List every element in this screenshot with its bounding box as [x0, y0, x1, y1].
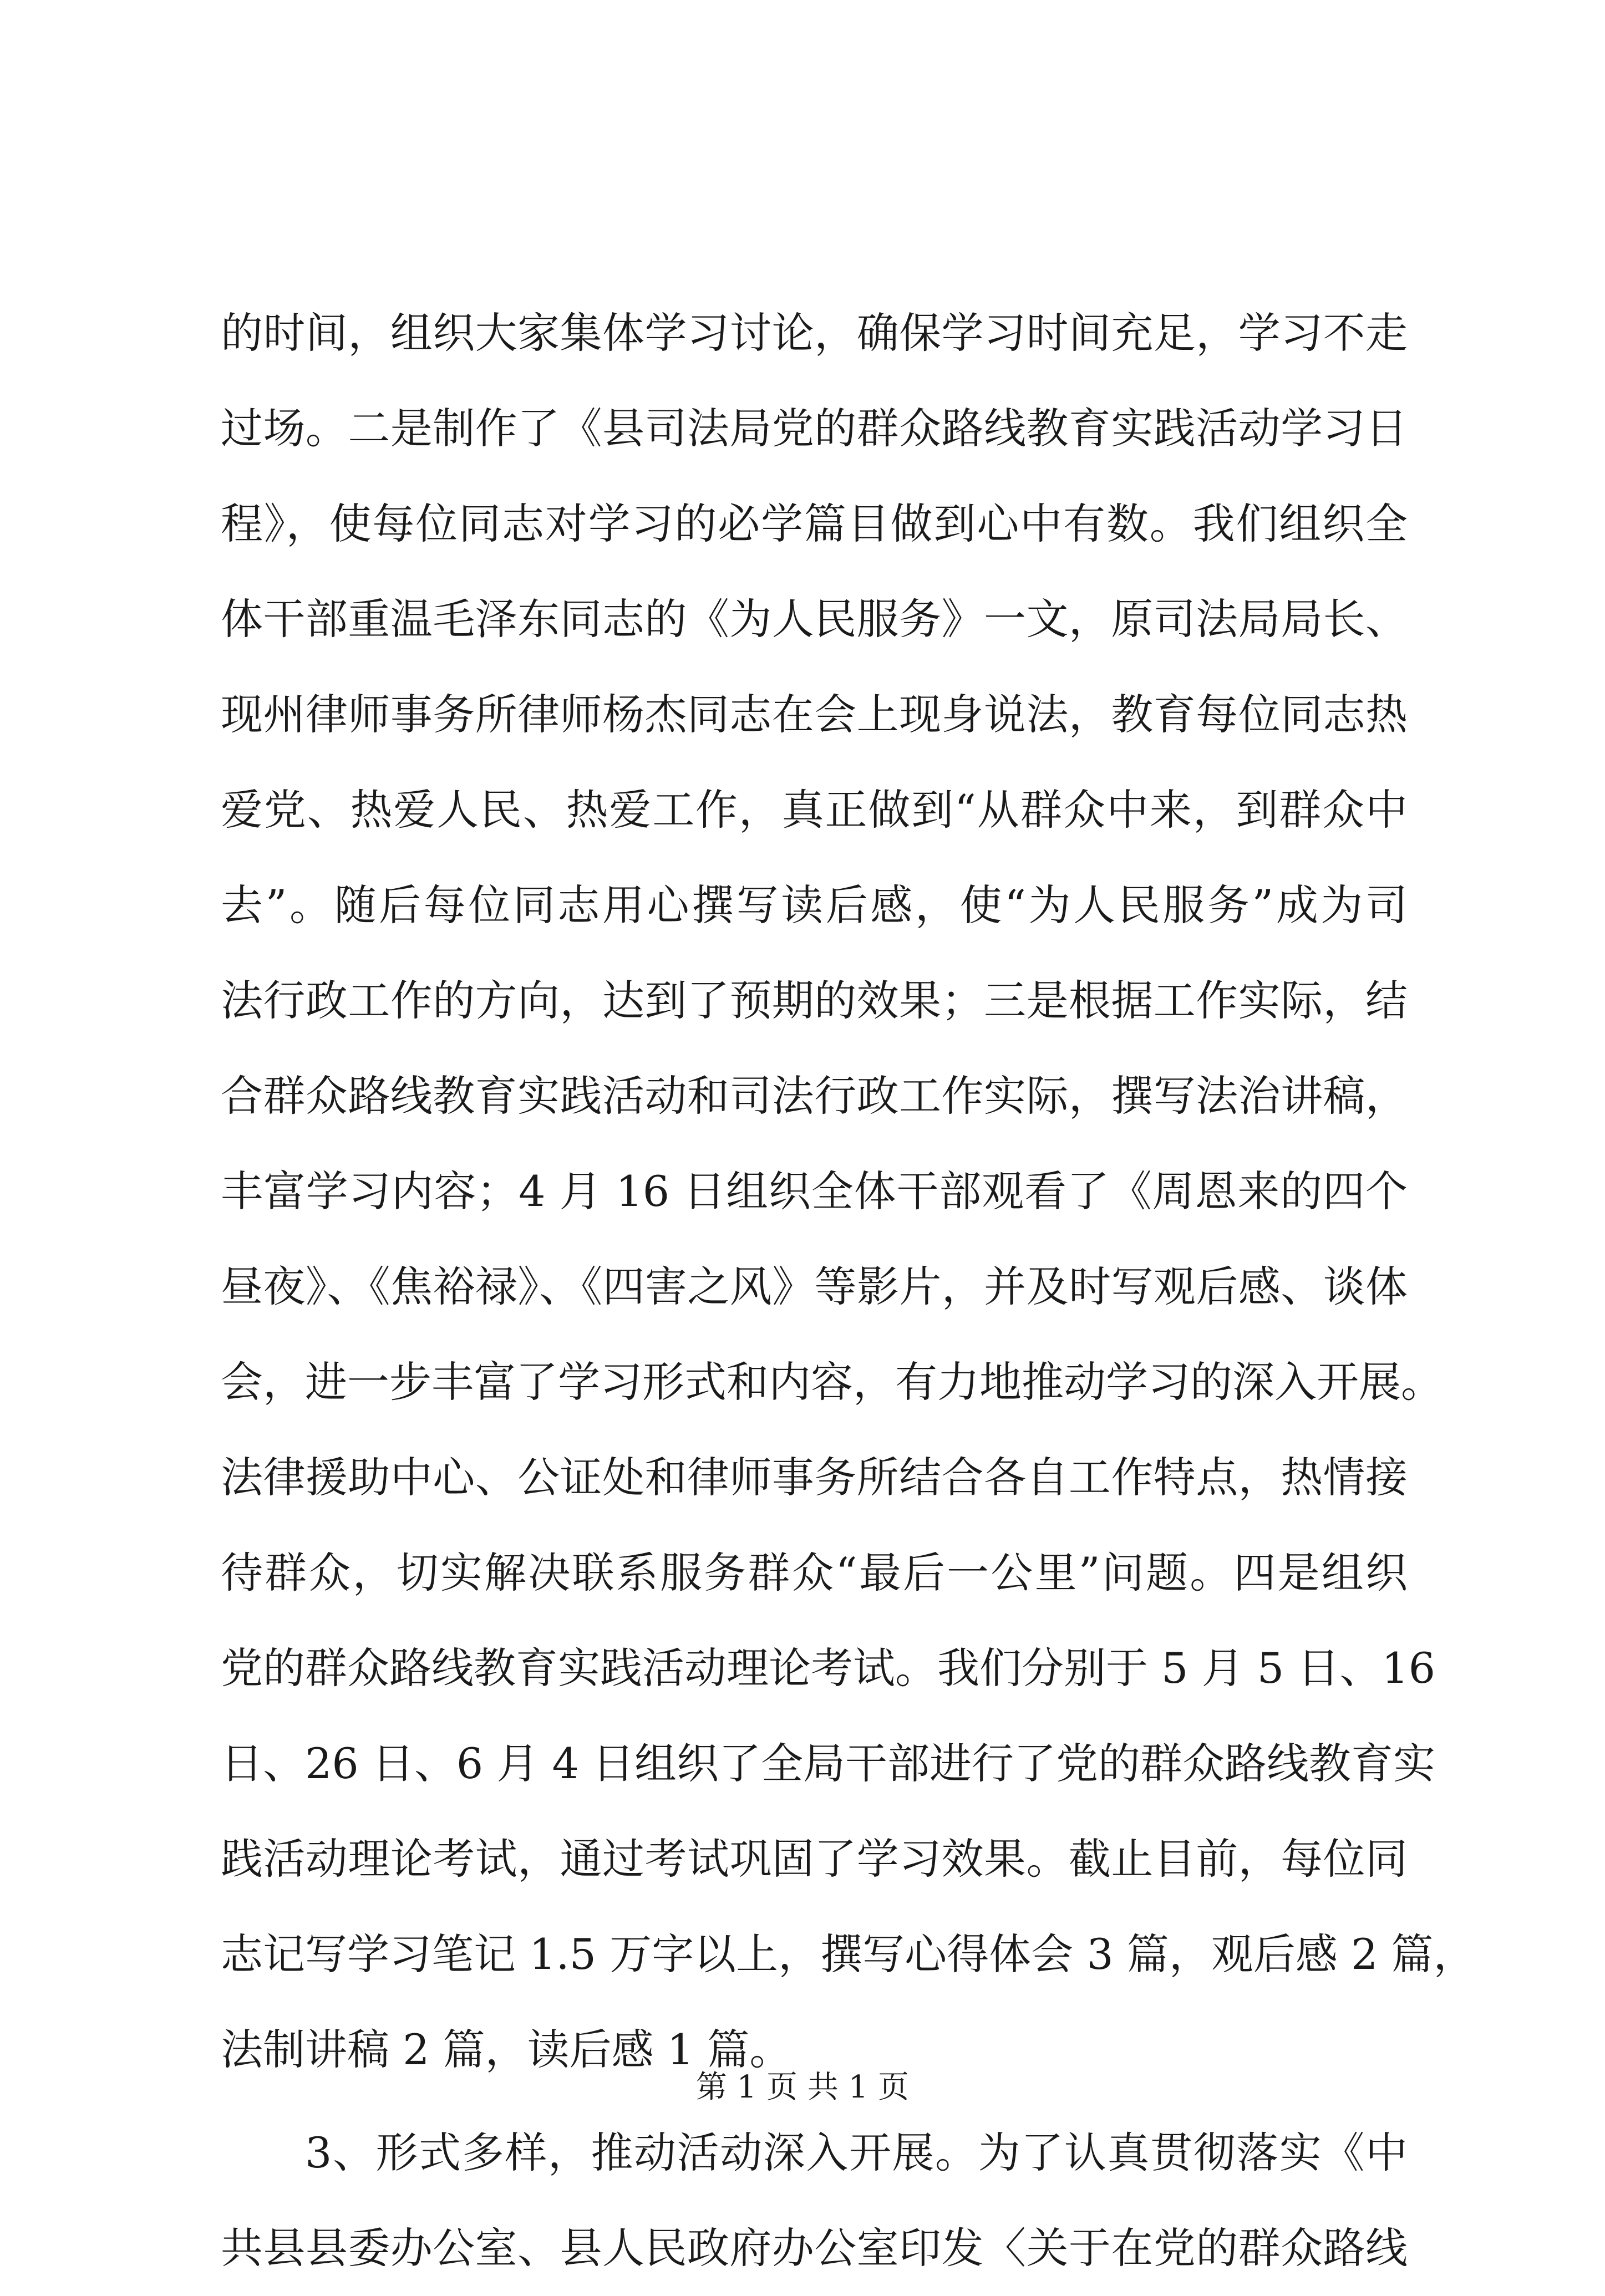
text-line: 践活动理论考试，通过考试巩固了学习效果。截止目前，每位同 — [221, 1834, 1408, 1883]
page-footer — [0, 2065, 1605, 2110]
text-line: 会，进一步丰富了学习形式和内容，有力地推动学习的深入开展。 — [221, 1357, 1443, 1407]
paragraph — [221, 2105, 1408, 2296]
text-line: 丰富学习内容；4 月 16 日组织全体干部观看了《周恩来的四个 — [221, 1167, 1408, 1216]
paragraph — [221, 286, 1476, 2098]
text-line: 法制讲稿 2 篇，读后感 1 篇。 — [221, 2025, 792, 2074]
text-line: 程》，使每位同志对学习的必学篇目做到心中有数。我们组织全 — [221, 499, 1408, 548]
text-line: 3、形式多样，推动活动深入开展。为了认真贯彻落实《中 — [305, 2128, 1408, 2177]
text-line: 志记写学习笔记 1.5 万字以上，撰写心得体会 3 篇，观后感 2 篇， — [221, 1930, 1476, 1979]
text-line: 现州律师事务所律师杨杰同志在会上现身说法，教育每位同志热 — [221, 690, 1408, 739]
text-line: 昼夜》、《焦裕禄》、《四害之风》等影片，并及时写观后感、谈体 — [221, 1262, 1408, 1311]
text-line: 法行政工作的方向，达到了预期的效果；三是根据工作实际，结 — [221, 976, 1408, 1025]
page-number: 第 1 页 共 1 页 — [695, 2069, 910, 2105]
text-line: 合群众路线教育实践活动和司法行政工作实际，撰写法治讲稿， — [221, 1071, 1408, 1121]
text-line: 法律援助中心、公证处和律师事务所结合各自工作特点，热情接 — [221, 1453, 1408, 1502]
text-line: 的时间，组织大家集体学习讨论，确保学习时间充足，学习不走 — [221, 308, 1408, 358]
text-line: 共县县委办公室、县人民政府办公室印发〈关于在党的群众路线 — [221, 2223, 1408, 2273]
text-line: 待群众，切实解决联系服务群众“最后一公里”问题。四是组织 — [221, 1548, 1408, 1597]
text-line: 爱党、热爱人民、热爱工作，真正做到“从群众中来，到群众中 — [221, 785, 1408, 834]
text-line: 党的群众路线教育实践活动理论考试。我们分别于 5 月 5 日、16 — [221, 1643, 1436, 1693]
text-line: 日、26 日、6 月 4 日组织了全局干部进行了党的群众路线教育实 — [221, 1739, 1436, 1788]
text-line: 过场。二是制作了《县司法局党的群众路线教育实践活动学习日 — [221, 404, 1408, 453]
text-line: 体干部重温毛泽东同志的《为人民服务》一文，原司法局局长、 — [221, 594, 1408, 644]
document-body — [221, 286, 1476, 2296]
text-line: 去”。随后每位同志用心撰写读后感，使“为人民服务”成为司 — [221, 880, 1408, 930]
